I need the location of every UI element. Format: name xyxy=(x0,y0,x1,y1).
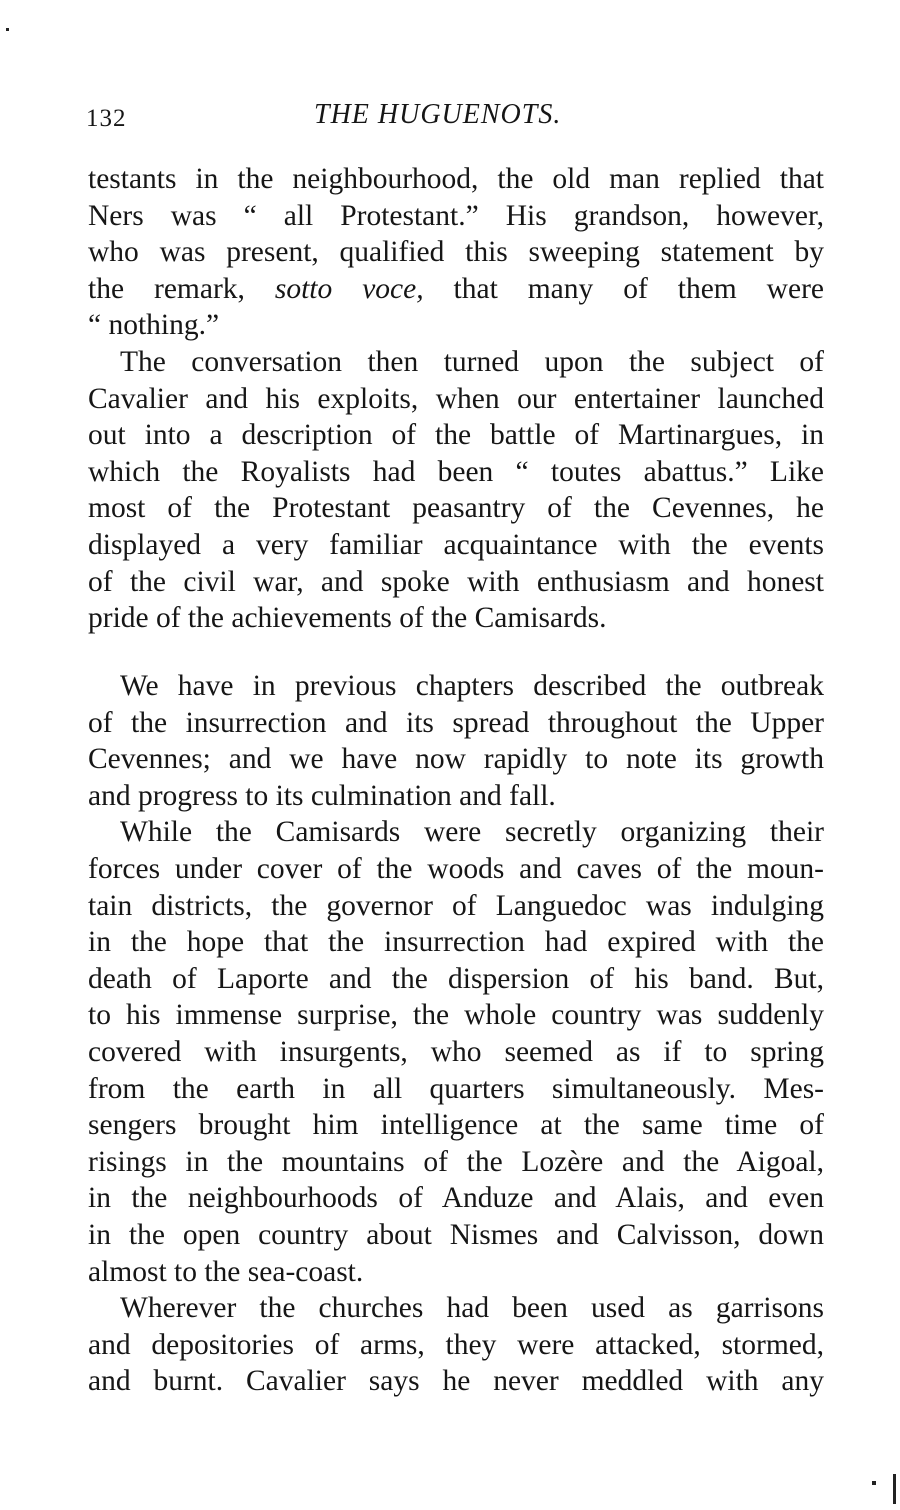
text-line: While the Camisards were secretly organizing their xyxy=(120,816,824,849)
scan-speck xyxy=(893,1474,896,1504)
text-line: of the civil war, and spoke with enthusiasm and honest xyxy=(88,565,824,598)
text-line: out into a description of the battle of Martinargues, in xyxy=(88,419,824,452)
text-line: almost to the sea-coast. xyxy=(88,1255,364,1288)
text-line: Wherever the churches had been used as garrisons xyxy=(120,1292,824,1325)
text-line: to his immense surprise, the whole country was suddenly xyxy=(88,999,824,1032)
text-line: and depositories of arms, they were attacked, stormed, xyxy=(88,1328,824,1361)
text-line: sengers brought him intelligence at the same time of xyxy=(88,1109,824,1142)
text-line: of the insurrection and its spread throughout the Upper xyxy=(88,706,824,739)
text-line: the remark, sotto voce, that many of them were xyxy=(88,272,824,305)
text-line: who was present, qualified this sweeping statement by xyxy=(88,236,824,269)
page-header xyxy=(0,99,900,141)
text-line: from the earth in all quarters simultaneously. Mes- xyxy=(88,1072,824,1105)
text-line: in the neighbourhoods of Anduze and Alais, and even xyxy=(88,1182,824,1215)
text-line: pride of the achievements of the Camisards. xyxy=(88,602,607,635)
text-line: in the open country about Nismes and Calvisson, down xyxy=(88,1218,824,1251)
text-line: and progress to its culmination and fall. xyxy=(88,779,556,812)
scan-speck xyxy=(872,1481,876,1485)
text-line: forces under cover of the woods and caves of the moun- xyxy=(88,852,824,885)
text-line: “ nothing.” xyxy=(88,309,220,342)
text-line: death of Laporte and the dispersion of his band. But, xyxy=(88,962,824,995)
text-line: in the hope that the insurrection had expired with the xyxy=(88,926,824,959)
text-line: Cevennes; and we have now rapidly to note its growth xyxy=(88,743,824,776)
text-line: risings in the mountains of the Lozère and the Aigoal, xyxy=(88,1145,824,1178)
text-line: most of the Protestant peasantry of the Cevennes, he xyxy=(88,492,824,525)
text-line: tain districts, the governor of Languedoc was indulging xyxy=(88,889,824,922)
page-number: 132 xyxy=(86,105,127,132)
text-line: displayed a very familiar acquaintance with the events xyxy=(88,528,824,561)
text-line: We have in previous chapters described the outbreak xyxy=(120,670,824,702)
text-line: which the Royalists had been “ toutes abattus.” Like xyxy=(88,455,824,488)
body-text-section-two xyxy=(88,668,824,1400)
text-line: The conversation then turned upon the subject of xyxy=(120,345,824,378)
text-line: covered with insurgents, who seemed as if to spring xyxy=(88,1035,824,1068)
text-line: Cavalier and his exploits, when our entertainer launched xyxy=(88,382,824,415)
text-line: Ners was “ all Protestant.” His grandson, however, xyxy=(88,199,824,232)
scan-speck xyxy=(6,28,9,31)
text-line: testants in the neighbourhood, the old man replied that xyxy=(88,163,824,195)
running-title: THE HUGUENOTS. xyxy=(314,99,562,130)
body-text-section-one xyxy=(88,161,824,637)
text-line: and burnt. Cavalier says he never meddled with any xyxy=(88,1365,824,1398)
